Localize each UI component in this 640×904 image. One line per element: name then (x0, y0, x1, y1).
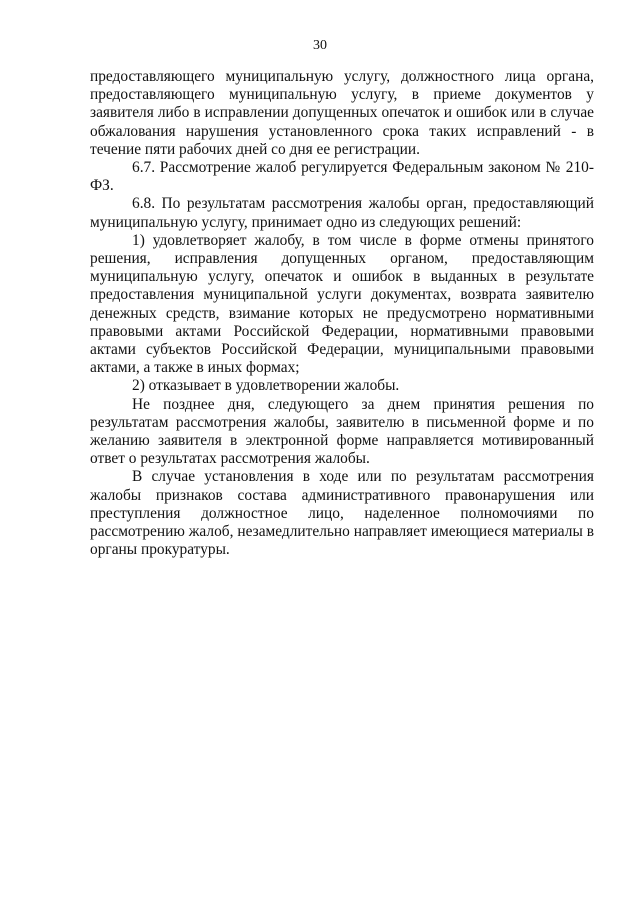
paragraph-prosecutor-referral: В случае установления в ходе или по результатам рассмотрения жалобы признаков состава административного правонарушения или преступления должностное лицо, наделенное полномочиями по рассмотрению жалоб, незамедлительно направляет имеющиеся материалы в органы прокуратуры. (90, 468, 594, 559)
paragraph-continuation: предоставляющего муниципальную услугу, должностного лица органа, предоставляющего муниципальную услугу, в приеме документов у заявителя либо в исправлении допущенных опечаток и ошибок или в случае обжалования нарушения установленного срока таких исправлений - в течение пяти рабочих дней со дня ее регистрации. (90, 68, 594, 158)
paragraph-6-8: 6.8. По результатам рассмотрения жалобы орган, предоставляющий муниципальную услугу, принимает одно из следующих решений: (90, 195, 594, 231)
page-number: 30 (313, 38, 327, 53)
paragraph-response-deadline: Не позднее дня, следующего за днем принятия решения по результатам рассмотрения жалобы, заявителю в письменной форме и по желанию заявителя в электронной форме направляется мотивированный ответ о результатах рассмотрения жалобы. (90, 395, 594, 468)
paragraph-6-7: 6.7. Рассмотрение жалоб регулируется Федеральным законом № 210-ФЗ. (90, 159, 594, 195)
list-item-1: 1) удовлетворяет жалобу, в том числе в форме отмены принятого решения, исправления допущенных органом, предоставляющим муниципальную услугу, опечаток и ошибок в выданных в результате предоставления муниципальной услуги документах, возврата заявителю денежных средств, взимание которых не предусмотрено нормативными правовыми актами Российской Федерации, нормативными правовыми актами субъектов Российской Федерации, муниципальными правовыми актами, а также в иных формах; (90, 231, 594, 377)
list-item-2: 2) отказывает в удовлетворении жалобы. (132, 377, 400, 395)
document-body (90, 68, 594, 559)
